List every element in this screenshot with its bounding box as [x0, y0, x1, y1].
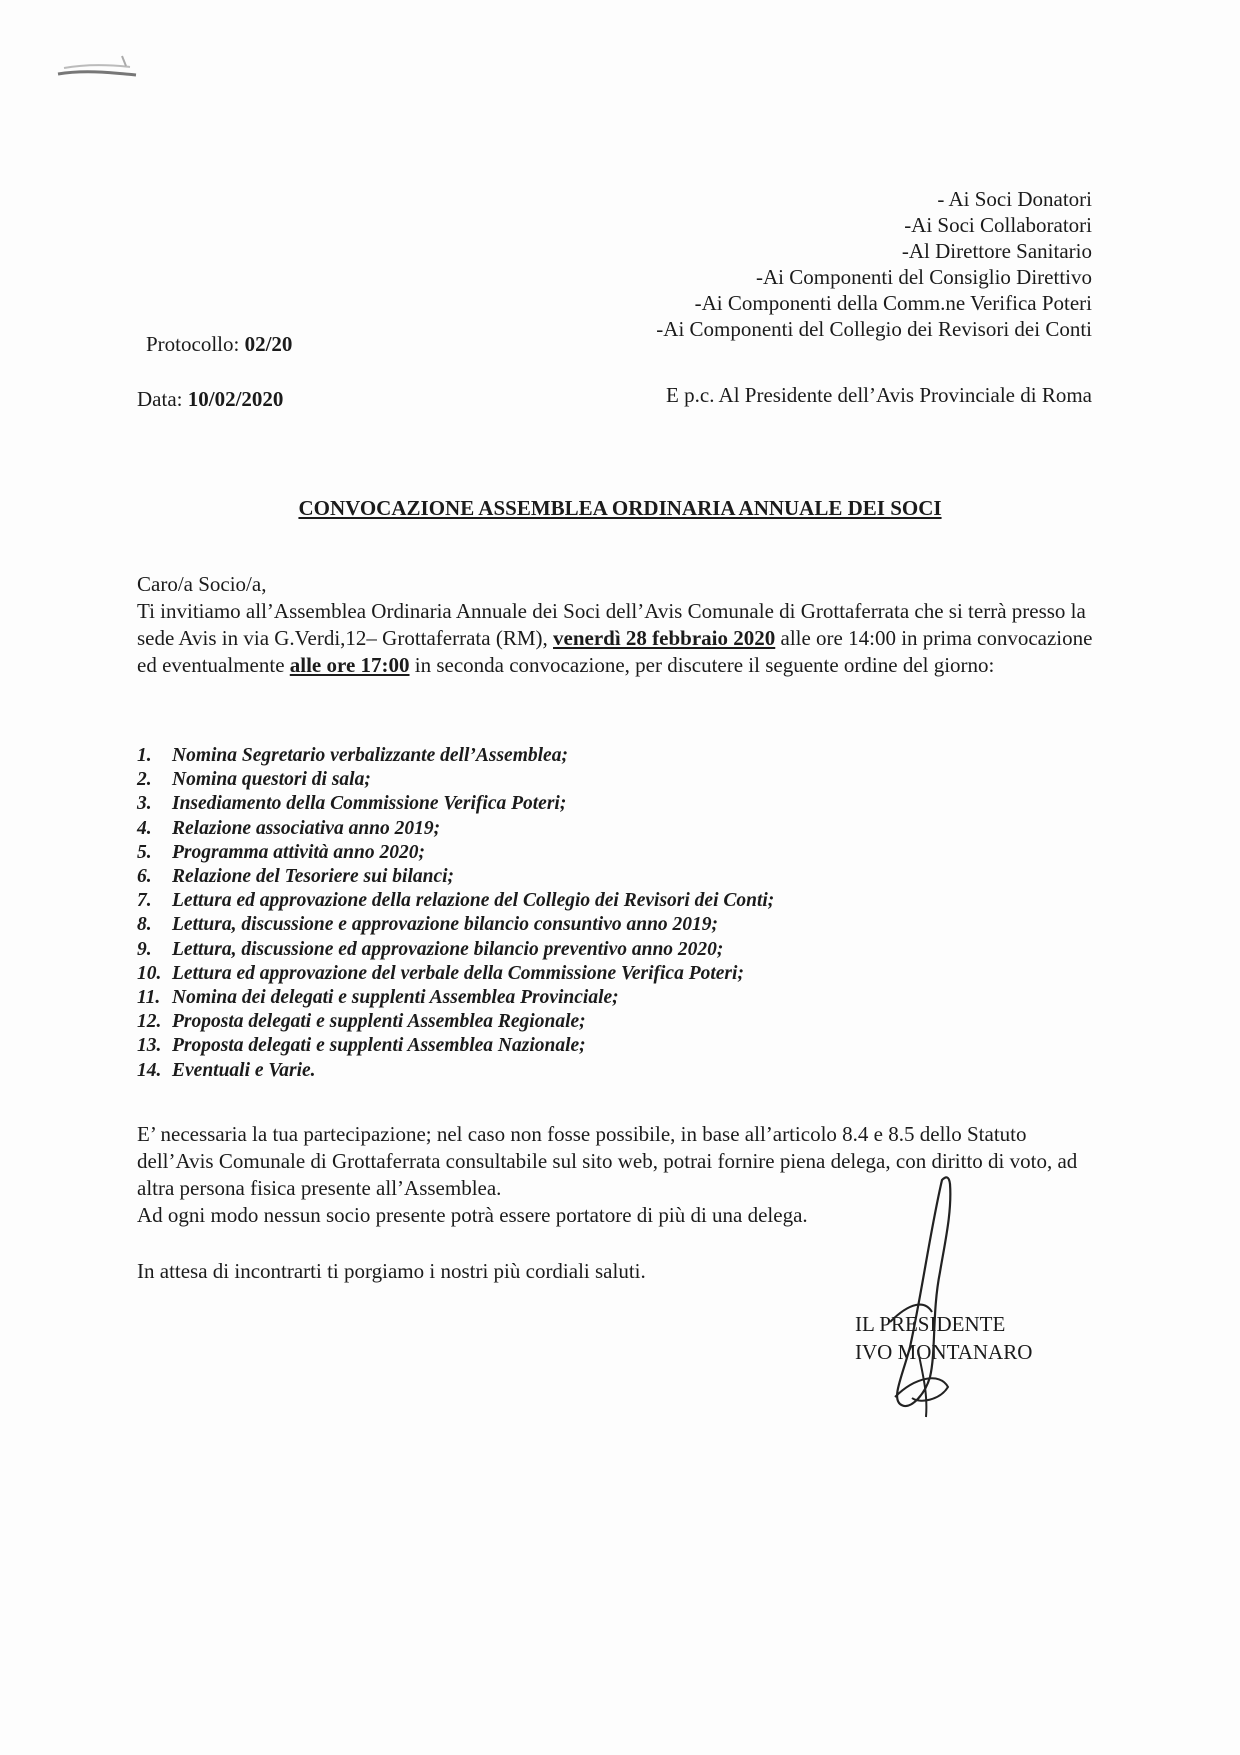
agenda-text: Relazione associativa anno 2019;	[172, 817, 441, 839]
agenda-item	[137, 768, 1037, 792]
agenda-text: Nomina questori di sala;	[172, 769, 371, 791]
invitation-text: alle ore 14:00 in prima convocazione ed eventualmente	[137, 626, 1093, 677]
recipient-line: -Ai Componenti del Consiglio Direttivo	[756, 265, 1092, 289]
date-label: Data:	[137, 387, 188, 411]
agenda-item	[137, 1010, 1037, 1034]
agenda-text: Nomina Segretario verbalizzante dell’Assemblea;	[172, 745, 568, 766]
agenda-text: Eventuali e Varie.	[172, 1059, 316, 1081]
agenda-number: 4.	[137, 817, 152, 839]
recipients-list	[656, 186, 1092, 342]
agenda-number: 11.	[137, 987, 161, 1009]
agenda-item	[137, 865, 1037, 889]
agenda-number: 2.	[137, 769, 152, 791]
agenda-number: 10.	[137, 962, 162, 984]
agenda-text: Insediamento della Commissione Verifica Poteri;	[172, 793, 567, 815]
agenda-text: Lettura ed approvazione della relazione del Collegio dei Revisori dei Conti;	[172, 890, 775, 912]
agenda-text: Proposta delegati e supplenti Assemblea Nazionale;	[172, 1035, 586, 1057]
document-title: CONVOCAZIONE ASSEMBLEA ORDINARIA ANNUALE DEI SOCI	[298, 496, 942, 520]
agenda-number: 12.	[137, 1011, 162, 1033]
invitation-text: in seconda convocazione, per discutere il seguente ordine del giorno:	[409, 653, 995, 677]
agenda-item	[137, 1034, 1037, 1058]
date-line	[137, 387, 283, 412]
signer-name: IVO MONTANARO	[855, 1340, 1033, 1364]
second-call-time: alle ore 17:00	[289, 653, 410, 677]
agenda-item	[137, 889, 1037, 913]
agenda-item	[137, 841, 1037, 865]
recipient-line: -Ai Componenti del Collegio dei Revisori dei Conti	[656, 317, 1092, 341]
handwritten-signature-icon	[870, 1172, 980, 1422]
agenda-number: 9.	[137, 938, 152, 960]
agenda-item	[137, 1059, 1037, 1083]
recipient-line: -Ai Componenti della Comm.ne Verifica Poteri	[694, 291, 1092, 315]
agenda-item	[137, 792, 1037, 816]
agenda-item	[137, 986, 1037, 1010]
agenda-list	[137, 744, 1037, 1083]
agenda-number: 6.	[137, 866, 152, 888]
invitation-body	[137, 571, 1097, 679]
signer-role: IL PRESIDENTE	[855, 1312, 1006, 1336]
agenda-text: Lettura, discussione ed approvazione bilancio preventivo anno 2020;	[172, 938, 724, 960]
agenda-item	[137, 913, 1037, 937]
agenda-item	[137, 962, 1037, 986]
greeting: In attesa di incontrarti ti porgiamo i nostri più cordiali saluti.	[137, 1259, 646, 1283]
agenda-item	[137, 938, 1037, 962]
agenda-text: Relazione del Tesoriere sui bilanci;	[172, 866, 455, 888]
agenda-text: Lettura, discussione e approvazione bilancio consuntivo anno 2019;	[172, 914, 719, 936]
meeting-date: venerdì 28 febbraio 2020	[553, 626, 776, 650]
agenda-number: 1.	[137, 745, 152, 766]
agenda-text: Proposta delegati e supplenti Assemblea Regionale;	[172, 1011, 586, 1033]
agenda-text: Nomina dei delegati e supplenti Assemblea Provinciale;	[172, 987, 619, 1009]
cc-line: E p.c. Al Presidente dell’Avis Provinciale di Roma	[666, 383, 1092, 407]
agenda-item	[137, 817, 1037, 841]
delegation-limit-text: Ad ogni modo nessun socio presente potrà essere portatore di più di una delega.	[137, 1203, 808, 1227]
date-value: 10/02/2020	[187, 387, 284, 411]
recipient-line: -Al Direttore Sanitario	[901, 239, 1092, 263]
recipient-line: -Ai Soci Collaboratori	[904, 213, 1092, 237]
agenda-number: 3.	[137, 793, 152, 815]
agenda-text: Programma attività anno 2020;	[172, 841, 425, 863]
scan-mark-icon	[52, 48, 142, 88]
protocol-label: Protocollo:	[146, 332, 245, 356]
invitation-paragraph	[137, 598, 1097, 679]
recipient-line: - Ai Soci Donatori	[937, 187, 1092, 211]
agenda-number: 14.	[137, 1059, 162, 1081]
agenda-text: Lettura ed approvazione del verbale della Commissione Verifica Poteri;	[172, 962, 744, 984]
agenda-item	[137, 744, 1037, 768]
agenda-number: 13.	[137, 1035, 162, 1057]
participation-text: E’ necessaria la tua partecipazione; nel caso non fosse possibile, in base all’articolo 8.4 e 8.5 dello Statuto dell’Avis Comunale di Grottaferrata consultabile sul sito web, potrai fornire piena delega, con diritto di voto, ad altra persona fisica presente all’Assemblea.	[137, 1122, 1078, 1200]
salutation: Caro/a Socio/a,	[137, 572, 267, 596]
protocol-number: 02/20	[244, 332, 293, 356]
agenda-number: 8.	[137, 914, 152, 936]
protocol-line	[146, 332, 292, 357]
invitation-text: Ti invitiamo all’Assemblea Ordinaria Annuale dei Soci dell’Avis Comunale di Grottaferrata che si terrà presso la sede Avis in via G.Verdi,12– Grottaferrata (RM),	[137, 599, 1086, 650]
agenda-number: 7.	[137, 890, 152, 912]
agenda-number: 5.	[137, 841, 152, 863]
